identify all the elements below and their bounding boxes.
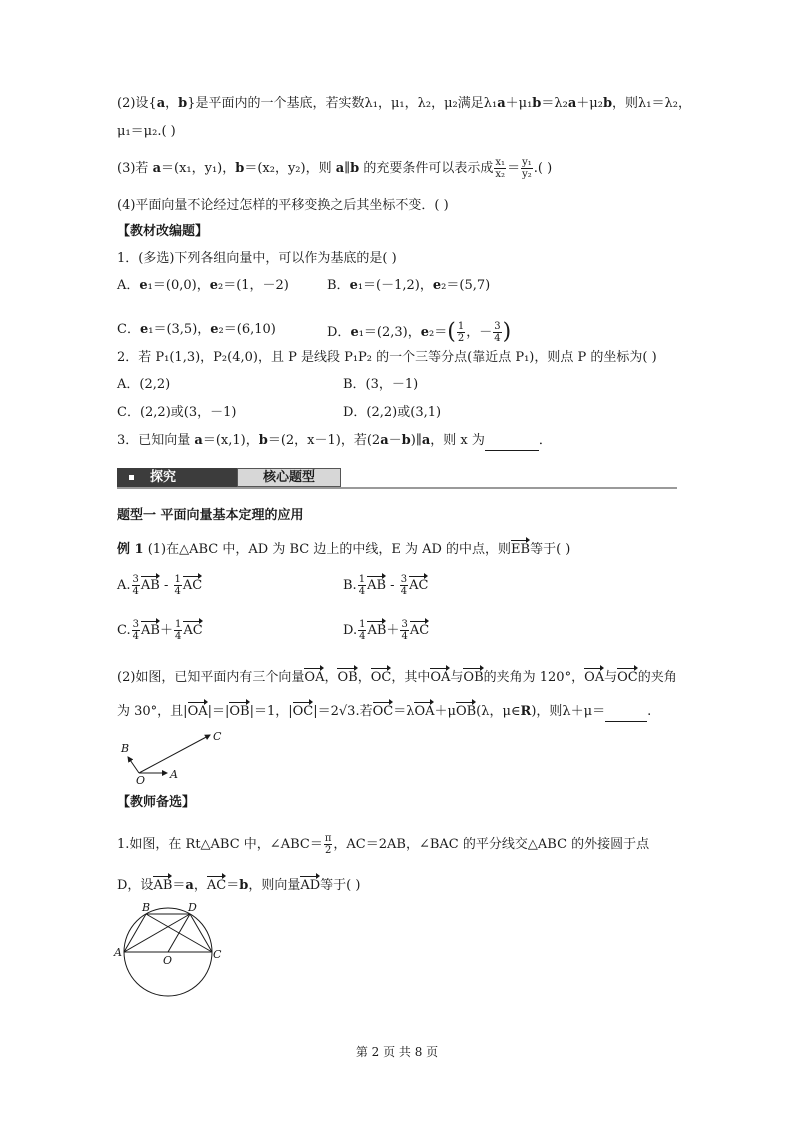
text: D，设 — [117, 878, 154, 893]
text: B. — [343, 578, 357, 593]
numerator: 3 — [494, 321, 501, 332]
numerator: 3 — [132, 619, 139, 630]
banner-left-label: 探究 — [150, 470, 177, 485]
text: ， — [165, 96, 179, 111]
textbook-q1-option-a — [117, 277, 289, 295]
text: - — [386, 578, 399, 593]
answer-blank[interactable] — [485, 432, 539, 451]
text: ₂＝ — [429, 325, 448, 340]
numerator: 3 — [401, 619, 408, 630]
text: |＝| — [207, 704, 230, 719]
answer-blank[interactable] — [605, 703, 647, 722]
text: ＋ — [159, 623, 173, 638]
numerator: 3 — [400, 574, 408, 585]
text: a — [497, 96, 506, 111]
text: (2)设{ — [117, 96, 157, 111]
vector-ad: AD — [300, 878, 321, 893]
question-3 — [117, 157, 552, 180]
text: ＝(x₁，y₁)， — [161, 161, 236, 176]
text: ₁＝(－1,2)， — [357, 278, 433, 293]
banner-rule — [117, 487, 677, 489]
text: 为 30°，且| — [117, 704, 188, 719]
denominator: 4 — [494, 333, 501, 344]
textbook-q1-option-c — [117, 321, 276, 339]
fraction — [457, 321, 465, 344]
fraction — [494, 157, 506, 180]
numerator: π — [324, 833, 332, 844]
question-2-line-1 — [117, 95, 691, 113]
denominator: 4 — [132, 631, 139, 642]
text: ₂＝(5,7) — [441, 278, 491, 293]
vector-oa: OA — [430, 670, 451, 685]
vector: AB — [367, 578, 387, 593]
point-b-label: B — [142, 901, 151, 914]
text: ， — [193, 878, 207, 893]
textbook-q2-option-d: D．(2,2)或(3,1) — [343, 405, 442, 420]
vector-oa: OA — [304, 670, 325, 685]
text: 等于( ) — [530, 542, 571, 557]
text: ＝ — [507, 161, 521, 176]
point-c-label: C — [213, 948, 222, 961]
text: ，则 x 为 — [430, 433, 485, 448]
text: ＋μ — [434, 704, 456, 719]
example-1-option-b — [343, 574, 428, 597]
numerator: 1 — [174, 619, 182, 630]
text: A． — [117, 278, 140, 293]
example-1-part-1 — [117, 541, 570, 559]
banner-left — [117, 468, 237, 487]
denominator: 2 — [324, 845, 332, 856]
segment-dc — [190, 914, 212, 952]
square-bullet-icon — [129, 475, 134, 480]
example-1-option-d — [343, 619, 429, 642]
point-o-label: O — [136, 774, 146, 787]
text: b — [235, 161, 245, 176]
segment-ab — [124, 914, 146, 952]
vector-oc: OC — [370, 670, 392, 685]
textbook-q2-stem: 2．若 P₁(1,3)，P₂(4,0)，且 P 是线段 P₁P₂ 的一个三等分点(靠近点 P₁)，则点 P 的坐标为( ) — [117, 350, 657, 365]
denominator: 4 — [401, 631, 408, 642]
point-b-label: B — [121, 742, 130, 755]
example-1-part-2-line-2 — [117, 703, 651, 722]
denominator: 2 — [457, 333, 465, 344]
text: (3)若 — [117, 161, 153, 176]
numerator: y₁ — [522, 157, 532, 168]
text: ＝λ₂ — [541, 96, 568, 111]
text: 的夹角为 120°， — [483, 670, 585, 685]
page-footer: 第 2 页 共 8 页 — [355, 1045, 439, 1059]
right-paren: ) — [502, 319, 512, 345]
text: e — [349, 278, 358, 293]
vector: AC — [409, 623, 430, 638]
text: (1)在△ABC 中，AD 为 BC 边上的中线，E 为 AD 的中点，则 — [143, 542, 512, 557]
text: R — [520, 704, 532, 719]
text: b — [532, 96, 542, 111]
text: D. — [343, 623, 358, 638]
text: b — [258, 433, 268, 448]
point-d-label: D — [188, 901, 197, 914]
text: .( ) — [533, 161, 553, 176]
text: 等于( ) — [320, 878, 361, 893]
teacher-heading: 【教师备选】 — [117, 795, 196, 810]
numerator: 1 — [358, 574, 366, 585]
text: a — [156, 96, 166, 111]
question-4: (4)平面向量不论经过怎样的平移变换之后其坐标不变．( ) — [117, 198, 449, 213]
text: - — [159, 578, 173, 593]
denominator: x₂ — [495, 169, 506, 180]
fraction — [400, 619, 408, 642]
text: (2)如图，已知平面内有三个向量 — [117, 670, 305, 685]
example-label: 例 1 — [117, 542, 144, 557]
vector-oa: OA — [414, 704, 435, 719]
vector: AB — [141, 623, 160, 638]
text: D． — [327, 325, 351, 340]
textbook-q2-option-b: B．(3，－1) — [343, 377, 419, 392]
denominator: y₂ — [522, 169, 532, 180]
vector-oa: OA — [584, 670, 605, 685]
question-2-line-2: μ₁＝μ₂.( ) — [117, 124, 176, 139]
text: a — [185, 878, 194, 893]
fraction — [324, 833, 333, 856]
denominator: 4 — [132, 586, 139, 597]
fraction — [174, 574, 182, 597]
textbook-q1-stem: 1．(多选)下列各组向量中，可以作为基底的是( ) — [117, 251, 397, 266]
text: ，则λ₁＝λ₂， — [612, 96, 691, 111]
fraction — [493, 321, 501, 344]
text: ＝λ — [393, 704, 415, 719]
segment-od — [168, 914, 190, 952]
vector-ob: OB — [337, 670, 358, 685]
text: b — [350, 161, 360, 176]
fraction — [132, 574, 140, 597]
vector-ob: OB — [455, 704, 477, 719]
banner-right: 核心题型 — [237, 468, 341, 487]
text: |＝2√3.若 — [313, 704, 373, 719]
text: ，AC＝2AB，∠BAC 的平分线交△ABC 的外接圆于点 — [333, 837, 650, 852]
text: }是平面内的一个基底，若实数λ₁，μ₁，λ₂，μ₂满足λ₁ — [187, 96, 498, 111]
vector-oc: OC — [292, 704, 314, 719]
circle-figure — [113, 902, 228, 1007]
text: b — [239, 878, 249, 893]
text: a — [421, 433, 431, 448]
numerator: 3 — [132, 574, 139, 585]
denominator: 4 — [359, 631, 366, 642]
text: a — [194, 433, 203, 448]
denominator: 4 — [174, 586, 181, 597]
text: ， — [357, 670, 371, 685]
vector-oa: OA — [187, 704, 208, 719]
point-o-label: O — [163, 954, 173, 967]
text: ＝(x₂，y₂)，则 — [244, 161, 336, 176]
text: . — [647, 704, 652, 719]
text: b — [602, 96, 613, 111]
fraction — [358, 574, 366, 597]
vector-eb: EB — [511, 542, 531, 557]
text: 与 — [604, 670, 618, 685]
textbook-heading: 【教材改编题】 — [117, 224, 209, 239]
text: a — [380, 433, 389, 448]
teacher-q1-line-2 — [117, 877, 360, 895]
text: a — [335, 161, 345, 176]
text: 1.如图，在 Rt△ABC 中，∠ABC＝ — [117, 837, 323, 852]
text: ，－ — [466, 325, 493, 340]
text: ＝(2，x－1)，若(2 — [267, 433, 381, 448]
teacher-q1-line-1 — [117, 833, 649, 856]
text: b — [401, 433, 411, 448]
text: ∥ — [344, 161, 351, 176]
text: e — [210, 322, 219, 337]
text: e — [209, 278, 218, 293]
text: ＝(x,1)， — [202, 433, 259, 448]
left-paren: ( — [447, 319, 456, 345]
text: ，则向量 — [248, 878, 301, 893]
textbook-q3 — [117, 432, 552, 451]
numerator: x₁ — [495, 157, 506, 168]
text: 与 — [450, 670, 464, 685]
textbook-q1-option-d — [327, 321, 511, 344]
text: ＋μ₁ — [505, 96, 533, 111]
text: e — [350, 325, 359, 340]
text: b — [178, 96, 188, 111]
text: e — [139, 278, 148, 293]
denominator: 4 — [358, 586, 366, 597]
text: ＝ — [226, 878, 240, 893]
vector-ob: OB — [463, 670, 484, 685]
vector: AC — [182, 578, 203, 593]
type-1-heading: 题型一 平面向量基本定理的应用 — [117, 508, 304, 523]
text: ＝ — [172, 878, 186, 893]
text: A. — [117, 578, 131, 593]
vector-ob-arrow — [128, 757, 139, 773]
point-a-label: A — [170, 768, 178, 781]
segment-ad — [124, 914, 190, 952]
text: ₁＝(3,5)， — [148, 322, 211, 337]
example-1-part-2-line-1 — [117, 669, 677, 687]
text: ，其中 — [391, 670, 431, 685]
fraction — [400, 574, 408, 597]
text: ₁＝(0,0)， — [147, 278, 210, 293]
section-banner — [117, 468, 677, 490]
textbook-q2-option-c: C．(2,2)或(3，－1) — [117, 405, 237, 420]
fraction — [132, 619, 140, 642]
text: ₁＝(2,3)， — [358, 325, 421, 340]
text: 3．已知向量 — [117, 433, 195, 448]
text: 的夹角 — [637, 670, 677, 685]
text: )，则λ＋μ＝ — [531, 704, 606, 719]
vector: AC — [183, 623, 203, 638]
text: C. — [117, 623, 131, 638]
fraction — [521, 157, 533, 180]
text: e — [139, 322, 149, 337]
text: )∥ — [410, 433, 422, 448]
text: B． — [327, 278, 350, 293]
text: e — [420, 325, 430, 340]
point-a-label: A — [114, 946, 122, 959]
vector: AB — [140, 578, 160, 593]
textbook-q1-option-b — [327, 277, 490, 295]
text: － — [388, 433, 402, 448]
text: ＋μ₂ — [576, 96, 603, 111]
text: e — [432, 278, 442, 293]
vector-ab: AB — [153, 878, 173, 893]
vector-oc: OC — [372, 704, 394, 719]
text: ₂＝(6,10) — [218, 322, 276, 337]
denominator: 4 — [400, 586, 408, 597]
point-c-label: C — [213, 730, 222, 743]
example-1-option-c — [117, 619, 203, 642]
textbook-q2-option-a: A．(2,2) — [117, 377, 171, 392]
numerator: 1 — [174, 574, 181, 585]
text: ₂＝(1，－2) — [217, 278, 289, 293]
vector-oc: OC — [617, 670, 638, 685]
text: ＋ — [386, 623, 400, 638]
fraction — [358, 619, 366, 642]
text: (λ，μ∈ — [476, 704, 521, 719]
vector-ob: OB — [229, 704, 250, 719]
text: ． — [538, 433, 552, 448]
example-1-option-a — [117, 574, 202, 597]
text: ， — [324, 670, 338, 685]
numerator: 1 — [457, 321, 465, 332]
vector-ac: AC — [206, 878, 227, 893]
vector: AC — [409, 578, 429, 593]
text: |＝1，| — [249, 704, 293, 719]
denominator: 4 — [174, 631, 182, 642]
text: a — [152, 161, 161, 176]
numerator: 1 — [359, 619, 366, 630]
text: a — [567, 96, 577, 111]
vector-figure — [115, 728, 235, 788]
text: C． — [117, 322, 140, 337]
text: 的充要条件可以表示成 — [359, 161, 494, 176]
fraction — [174, 619, 182, 642]
vector: AB — [367, 623, 387, 638]
